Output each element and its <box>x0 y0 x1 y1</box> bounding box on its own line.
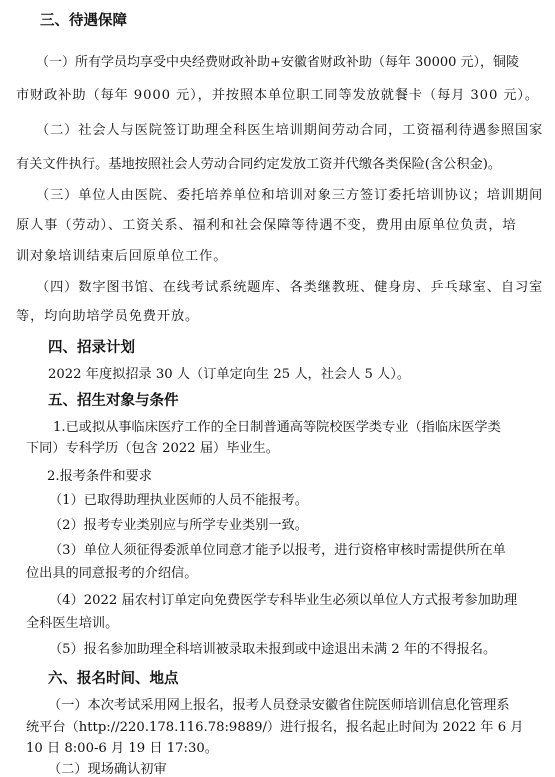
registration-line-3: 10 日 8:00-6 月 19 日 17:30。 <box>26 741 218 756</box>
benefit-2-line-2: 有关文件执行。基地按照社会人劳动合同约定发放工资并代缴各类保险(含公积金)。 <box>16 157 502 172</box>
benefit-1-line-1: （一）所有学员均享受中央经费财政补助+安徽省财政补助（每年 30000 元），铜陵 <box>36 55 520 70</box>
section-3-heading: 三、待遇保障 <box>40 12 127 29</box>
condition-1: （1）已取得助理执业医师的人员不能报考。 <box>49 493 308 508</box>
condition-4-line-2: 全科医生培训。 <box>26 616 119 631</box>
section-5-heading: 五、招生对象与条件 <box>48 392 179 409</box>
eligibility-2-title: 2.报考条件和要求 <box>47 469 152 484</box>
eligibility-1-line-1: 1.已或拟从事临床医疗工作的全日制普通高等院校医学类专业（指临床医学类 <box>53 420 501 435</box>
condition-3-line-1: （3）单位人须征得委派单位同意才能予以报考，进行资格审核时需提供所在单 <box>49 543 506 558</box>
condition-4-line-1: （4）2022 届农村订单定向免费医学专科毕业生必须以单位人方式报考参加助理 <box>49 593 518 608</box>
section-6-heading: 六、报名时间、地点 <box>48 670 179 687</box>
section-4-heading: 四、招录计划 <box>48 339 135 356</box>
condition-3-line-2: 位出具的同意报考的介绍信。 <box>26 566 198 581</box>
enrollment-plan-text: 2022 年度拟招录 30 人（订单定向生 25 人，社会人 5 人）。 <box>48 367 411 382</box>
benefit-3-line-1: （三）单位人由医院、委托培养单位和培训对象三方签订委托培训协议；培训期间 <box>36 188 544 203</box>
registration-line-4: （二）现场确认初审 <box>48 762 167 777</box>
benefit-3-line-3: 训对象培训结束后回原单位工作。 <box>16 249 228 264</box>
benefit-4-line-2: 等，均向助培学员免费开放。 <box>16 309 200 324</box>
benefit-4-line-1: （四）数字图书馆、在线考试系统题库、各类继教班、健身房、乒乓球室、自习室 <box>36 280 544 295</box>
condition-2: （2）报考专业类别应与所学专业类别一致。 <box>49 518 308 533</box>
condition-5: （5）报名参加助理全科培训被录取未报到或中途退出未满 2 年的不得报名。 <box>49 642 497 657</box>
benefit-1-line-2: 市财政补助（每年 9000 元），并按照本单位职工同等发放就餐卡（每月 300 元）。 <box>16 88 539 103</box>
registration-line-2: 统平台（http://220.178.116.78:9889/）进行报名，报名起止时间为 2022 年 6 月 <box>26 720 524 735</box>
registration-line-1: （一）本次考试采用网上报名，报考人员登录安徽省住院医师培训信息化管理系 <box>48 698 510 713</box>
eligibility-1-line-2: 下同）专科学历（包含 2022 届）毕业生。 <box>26 441 279 456</box>
benefit-2-line-1: （二）社会人与医院签订助理全科医生培训期间劳动合同，工资福利待遇参照国家 <box>36 123 544 138</box>
benefit-3-line-2: 原人事（劳动）、工资关系、福利和社会保障等待遇不变，费用由原单位负责，培 <box>16 218 517 233</box>
